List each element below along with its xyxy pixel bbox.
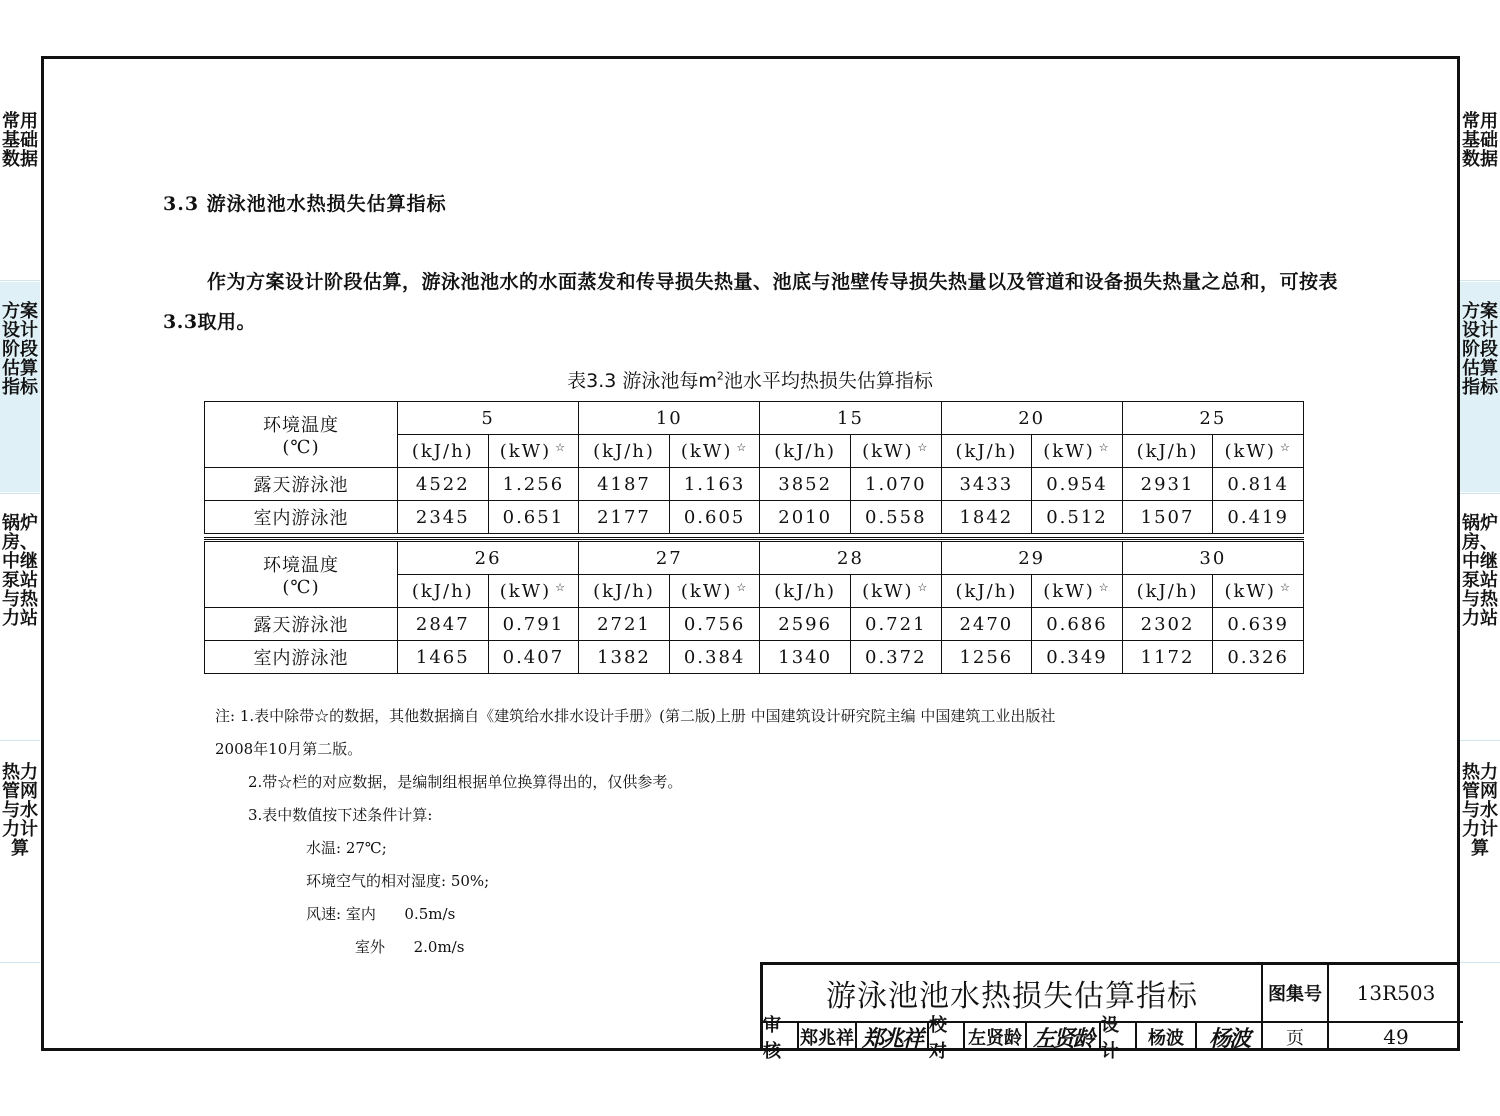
data-table-2 (204, 541, 1304, 674)
unit-kw (1032, 435, 1123, 468)
sidebar-tab-label: 锅炉房、中继泵站与热力站 (2, 513, 38, 629)
table-row (205, 402, 1304, 435)
table-cell: 1.256 (488, 468, 579, 501)
env-temp-unit: (℃) (282, 437, 320, 458)
table-cell: 2470 (941, 608, 1032, 641)
star-mark: ☆ (917, 580, 930, 594)
table-cell: 2931 (1122, 468, 1213, 501)
unit-kw (850, 435, 941, 468)
sidebar-right-tab-4[interactable] (1460, 763, 1500, 858)
table-cell: 2721 (579, 608, 670, 641)
sidebar-right-tab-1[interactable] (1460, 112, 1500, 169)
page-number: 49 (1383, 1025, 1409, 1049)
unit-kw (669, 575, 760, 608)
note-line: 水温: 27℃; (306, 839, 387, 857)
drawing-title: 游泳池池水热损失估算指标 (763, 965, 1263, 1023)
atlas-label: 图集号 (1263, 965, 1329, 1023)
star-mark: ☆ (555, 440, 568, 454)
table-title (0, 366, 1500, 393)
unit-kjh: (kJ/h) (941, 575, 1032, 608)
table-cell: 4187 (579, 468, 670, 501)
table-row (205, 608, 1304, 641)
table-cell: 0.721 (850, 608, 941, 641)
table-title-suffix: 池水平均热损失估算指标 (723, 370, 933, 392)
table-row (205, 468, 1304, 501)
unit-kw-text: (kW) (1224, 440, 1276, 462)
note-line: 环境空气的相对湿度: 50%; (306, 872, 490, 890)
table-cell: 0.512 (1032, 501, 1123, 534)
table-title-prefix: 表3.3 游泳池每m (567, 370, 717, 392)
sidebar-left-tab-1[interactable] (0, 112, 40, 169)
table-cell: 2596 (760, 608, 851, 641)
unit-kw (488, 575, 579, 608)
row-label-outdoor: 露天游泳池 (205, 468, 398, 501)
section-paragraph (163, 262, 1363, 342)
design-label: 设计 (1101, 1023, 1137, 1051)
temp-header: 27 (579, 542, 760, 575)
unit-kw (1213, 435, 1304, 468)
sidebar-tab-label: 方案设计阶段估算指标 (2, 301, 38, 398)
unit-kw-text: (kW) (862, 440, 914, 462)
sidebar-right-tab-3[interactable] (1460, 514, 1500, 628)
unit-kw (1213, 575, 1304, 608)
table-cell: 1465 (398, 641, 489, 674)
paragraph-text: 作为方案设计阶段估算，游泳池池水的水面蒸发和传导损失热量、池底与池壁传导损失热量以及管道和设备损失热量之总和，可按表3.3取用。 (163, 271, 1339, 333)
unit-kw-text: (kW) (1224, 580, 1276, 602)
table-cell: 1382 (579, 641, 670, 674)
unit-kw (669, 435, 760, 468)
table-cell: 1256 (941, 641, 1032, 674)
table-cell: 0.651 (488, 501, 579, 534)
temp-header: 30 (1122, 542, 1303, 575)
unit-kw (1032, 575, 1123, 608)
temp-header: 10 (579, 402, 760, 435)
unit-kw-text: (kW) (499, 440, 552, 462)
note-line: 风速: 室内 0.5m/s (306, 905, 456, 923)
table-row (205, 641, 1304, 674)
table-double-rule (204, 537, 1304, 540)
temp-header: 29 (941, 542, 1122, 575)
reviewer-name: 郑兆祥 (799, 1023, 857, 1051)
checker-name: 左贤龄 (965, 1023, 1027, 1051)
sidebar-tab-label: 常用基础数据 (2, 111, 38, 170)
temp-header: 20 (941, 402, 1122, 435)
star-mark: ☆ (555, 580, 568, 594)
unit-kw-text: (kW) (680, 580, 733, 602)
sidebar-tab-label: 常用基础数据 (1462, 111, 1498, 170)
table-cell: 2010 (760, 501, 851, 534)
table-notes (215, 700, 1055, 964)
star-mark: ☆ (736, 580, 749, 594)
note-line: 3.表中数值按下述条件计算: (248, 806, 433, 824)
unit-kw-text: (kW) (862, 580, 914, 602)
sidebar-left-tab-4[interactable] (0, 763, 40, 858)
table-row (205, 542, 1304, 575)
temp-header: 25 (1122, 402, 1303, 435)
table-cell: 1507 (1122, 501, 1213, 534)
unit-kw (850, 575, 941, 608)
table-cell: 0.686 (1032, 608, 1123, 641)
row-label-env-temp (205, 542, 398, 608)
table-cell: 0.558 (850, 501, 941, 534)
checker-signature: 左贤龄 (1027, 1023, 1101, 1051)
unit-kjh: (kJ/h) (398, 575, 489, 608)
table-cell: 1.163 (669, 468, 760, 501)
section-heading: 3.3 游泳池池水热损失估算指标 (163, 193, 447, 215)
table-cell: 4522 (398, 468, 489, 501)
table-cell: 0.349 (1032, 641, 1123, 674)
unit-kw-text: (kW) (1043, 580, 1095, 602)
table-cell: 1340 (760, 641, 851, 674)
table-cell: 0.384 (669, 641, 760, 674)
unit-kjh: (kJ/h) (1122, 575, 1213, 608)
check-label: 校对 (929, 1023, 965, 1051)
table-cell: 2177 (579, 501, 670, 534)
sidebar-tab-label: 锅炉房、中继泵站与热力站 (1462, 513, 1498, 629)
sidebar-tab-label: 方案设计阶段估算指标 (1462, 301, 1498, 398)
unit-kw-text: (kW) (499, 580, 552, 602)
row-label-env-temp (205, 402, 398, 468)
table-cell: 3852 (760, 468, 851, 501)
designer-signature: 杨波 (1197, 1023, 1263, 1051)
table-cell: 3433 (941, 468, 1032, 501)
note-line: 注: 1.表中除带☆的数据，其他数据摘自《建筑给水排水设计手册》(第二版)上册 中国建筑设计研究院主编 中国建筑工业出版社 (215, 707, 1056, 725)
unit-kjh: (kJ/h) (579, 435, 670, 468)
note-line: 2008年10月第二版。 (215, 740, 363, 758)
sidebar-tab-label: 热力管网与水力计算 (2, 762, 38, 859)
unit-kjh: (kJ/h) (760, 575, 851, 608)
star-mark: ☆ (1279, 440, 1292, 454)
table-cell: 0.756 (669, 608, 760, 641)
note-line: 室外 2.0m/s (355, 938, 465, 956)
table-title-sup: 2 (716, 369, 724, 383)
atlas-number: 13R503 (1329, 965, 1463, 1023)
row-label-indoor: 室内游泳池 (205, 641, 398, 674)
table-cell: 1842 (941, 501, 1032, 534)
unit-kjh: (kJ/h) (579, 575, 670, 608)
table-cell: 0.372 (850, 641, 941, 674)
reviewer-signature: 郑兆祥 (857, 1023, 929, 1051)
star-mark: ☆ (1279, 580, 1292, 594)
data-table-1 (204, 401, 1304, 534)
row-label-indoor: 室内游泳池 (205, 501, 398, 534)
table-cell: 0.639 (1213, 608, 1304, 641)
table-cell: 0.954 (1032, 468, 1123, 501)
table-row (205, 501, 1304, 534)
unit-kw-text: (kW) (680, 440, 733, 462)
env-temp-unit: (℃) (282, 577, 320, 598)
temp-header: 15 (760, 402, 941, 435)
table-cell: 0.407 (488, 641, 579, 674)
star-mark: ☆ (736, 440, 749, 454)
env-temp-label: 环境温度 (263, 555, 339, 576)
star-mark: ☆ (1098, 580, 1111, 594)
star-mark: ☆ (917, 440, 930, 454)
sidebar-tab-label: 热力管网与水力计算 (1462, 762, 1498, 859)
temp-header: 26 (398, 542, 579, 575)
designer-name: 杨波 (1137, 1023, 1197, 1051)
table-cell: 2847 (398, 608, 489, 641)
table-cell: 0.419 (1213, 501, 1304, 534)
note-line: 2.带☆栏的对应数据，是编制组根据单位换算得出的，仅供参考。 (248, 773, 683, 791)
table-cell: 2345 (398, 501, 489, 534)
temp-header: 5 (398, 402, 579, 435)
unit-kjh: (kJ/h) (398, 435, 489, 468)
unit-kjh: (kJ/h) (941, 435, 1032, 468)
unit-kw (488, 435, 579, 468)
sidebar-left-tab-3[interactable] (0, 514, 40, 628)
star-mark: ☆ (1098, 440, 1111, 454)
table-cell: 0.814 (1213, 468, 1304, 501)
table-cell: 1172 (1122, 641, 1213, 674)
unit-kjh: (kJ/h) (760, 435, 851, 468)
table-cell: 0.326 (1213, 641, 1304, 674)
temp-header: 28 (760, 542, 941, 575)
table-cell: 2302 (1122, 608, 1213, 641)
table-cell: 0.605 (669, 501, 760, 534)
table-cell: 1.070 (850, 468, 941, 501)
review-label: 审核 (763, 1023, 799, 1051)
page-label: 页 (1263, 1023, 1329, 1051)
table-cell: 0.791 (488, 608, 579, 641)
row-label-outdoor: 露天游泳池 (205, 608, 398, 641)
unit-kw-text: (kW) (1043, 440, 1095, 462)
unit-kjh: (kJ/h) (1122, 435, 1213, 468)
title-block (760, 962, 1460, 1062)
env-temp-label: 环境温度 (263, 415, 339, 436)
